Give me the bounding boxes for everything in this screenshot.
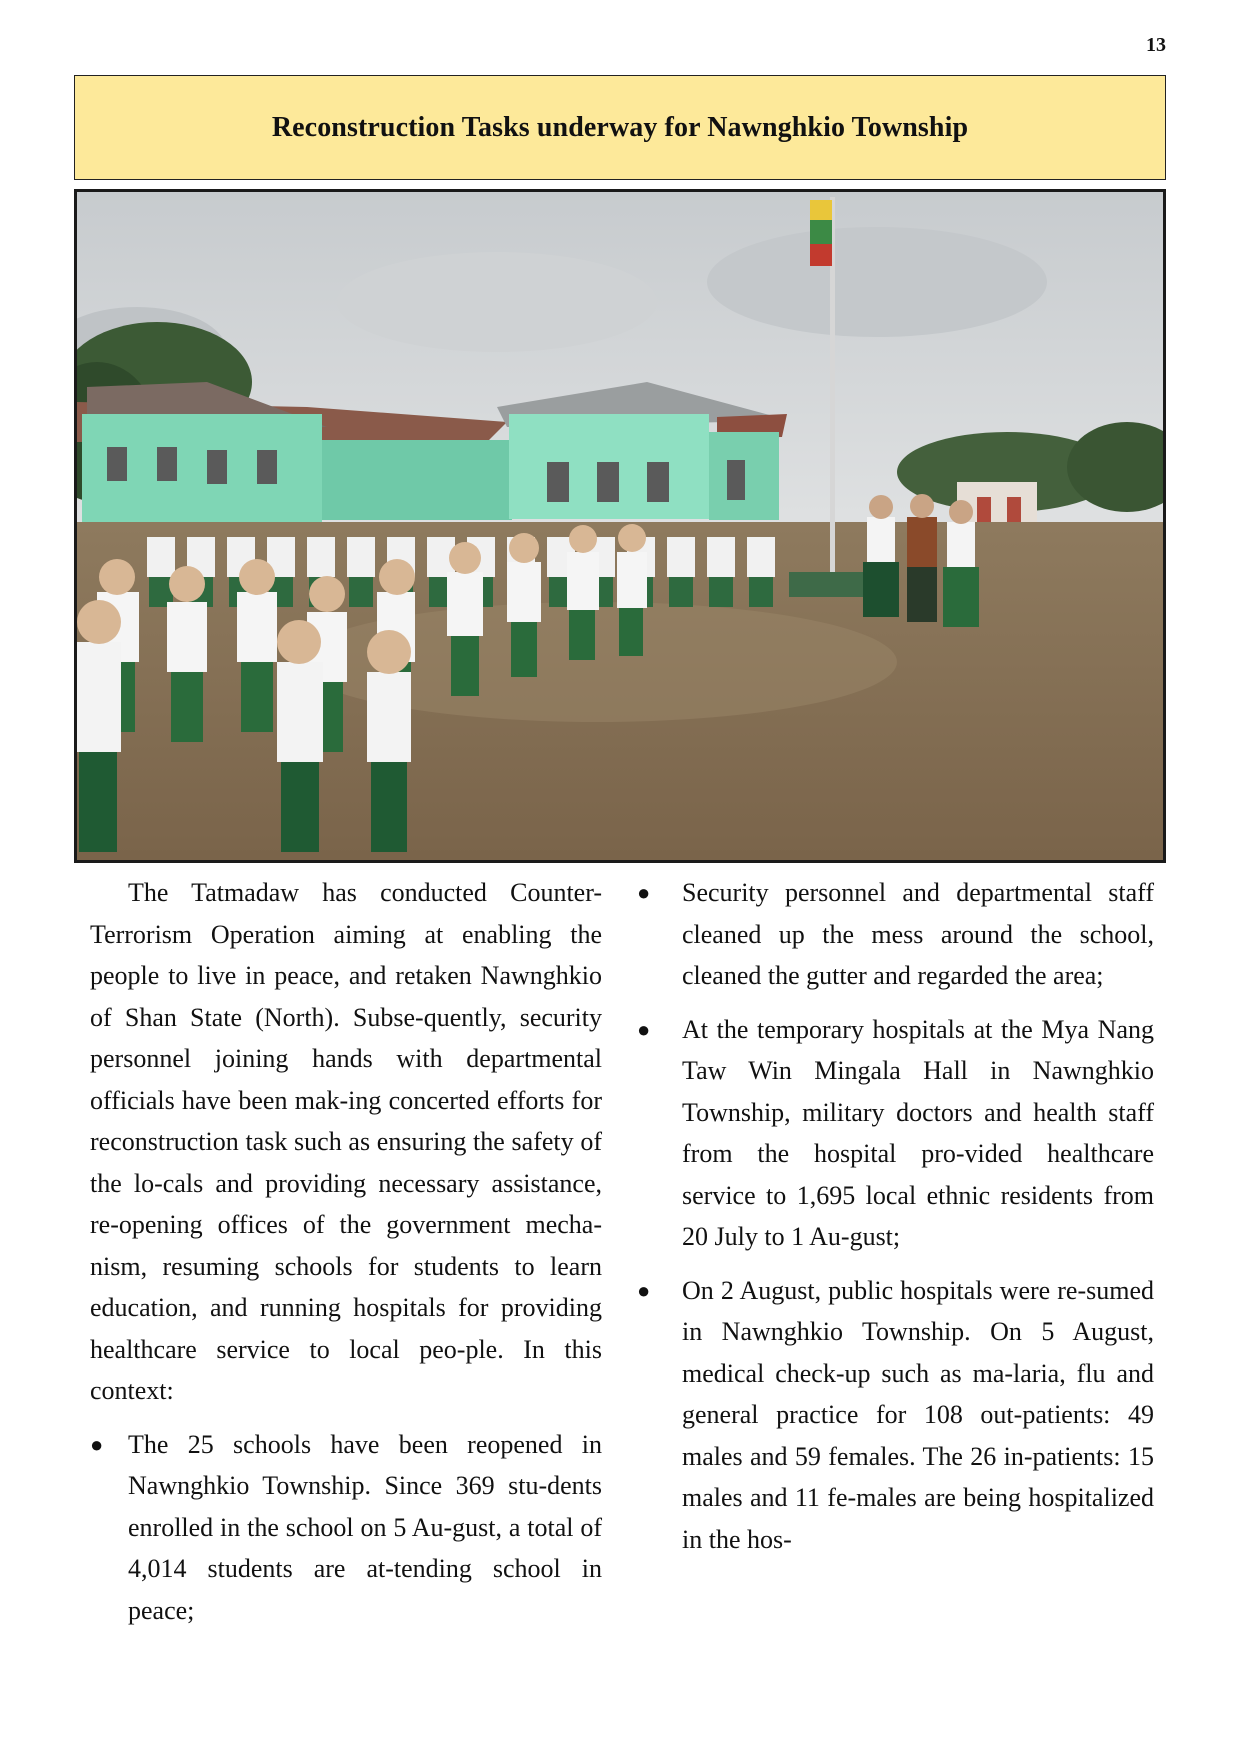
list-item bbox=[90, 1424, 602, 1632]
title-banner bbox=[74, 75, 1166, 180]
bullet-text: On 2 August, public hospitals were re-sumed in Nawnghkio Township. On 5 August, medical check-up such as ma-laria, flu and general practice for 108 out-patients: 49 males and 59 females. The 26 in-patients: 15 males and 11 fe-males are being hospitalized in the hos- bbox=[682, 1275, 1154, 1554]
list-item bbox=[637, 1009, 1154, 1258]
intro-paragraph: The Tatmadaw has conducted Counter-Terrorism Operation aiming at enabling the people to live in peace, and retaken Nawnghkio of Shan State (North). Subse-quently, security personnel joining hands with departmental officials have been mak-ing concerted efforts for reconstruction task such as ensuring the safety of the lo-cals and providing necessary assistance, re-opening offices of the government mecha-nism, resuming schools for students to learn education, and running hospitals for providing healthcare service to local peo-ple. In this context: bbox=[90, 878, 602, 1405]
bullet-text: Security personnel and departmental staff cleaned up the mess around the school, cleaned the gutter and regarded the area; bbox=[682, 878, 1154, 990]
page-title: Reconstruction Tasks underway for Nawnghkio Township bbox=[271, 111, 969, 143]
bullet-text: The 25 schools have been reopened in Nawnghkio Township. Since 369 stu-dents enrolled in the school on 5 Au-gust, a total of 4,014 students are at-tending school in peace; bbox=[128, 1429, 602, 1625]
right-column bbox=[637, 872, 1154, 1572]
flag-green bbox=[810, 220, 832, 244]
bullet-text: At the temporary hospitals at the Mya Nang Taw Win Mingala Hall in Nawnghkio Township, military doctors and health staff from the hospital pro-vided healthcare service to 1,695 local ethnic residents from 20 July to 1 Au-gust; bbox=[682, 1014, 1154, 1251]
right-bullet-list bbox=[637, 872, 1154, 1560]
left-column bbox=[90, 872, 602, 1631]
flag-yellow bbox=[810, 200, 832, 220]
list-item bbox=[637, 1270, 1154, 1561]
bullet-icon: ● bbox=[637, 880, 651, 905]
list-item bbox=[637, 872, 1154, 997]
left-bullet-list bbox=[90, 1424, 602, 1632]
photo-illustration bbox=[77, 192, 1163, 860]
flag-red bbox=[810, 244, 832, 266]
bullet-icon: ● bbox=[90, 1431, 104, 1457]
page-number: 13 bbox=[1146, 34, 1166, 56]
bullet-icon: ● bbox=[637, 1016, 651, 1042]
teachers bbox=[863, 494, 979, 627]
school-assembly-photo bbox=[74, 189, 1166, 863]
flag-platform bbox=[789, 572, 874, 597]
bullet-icon: ● bbox=[637, 1277, 651, 1303]
